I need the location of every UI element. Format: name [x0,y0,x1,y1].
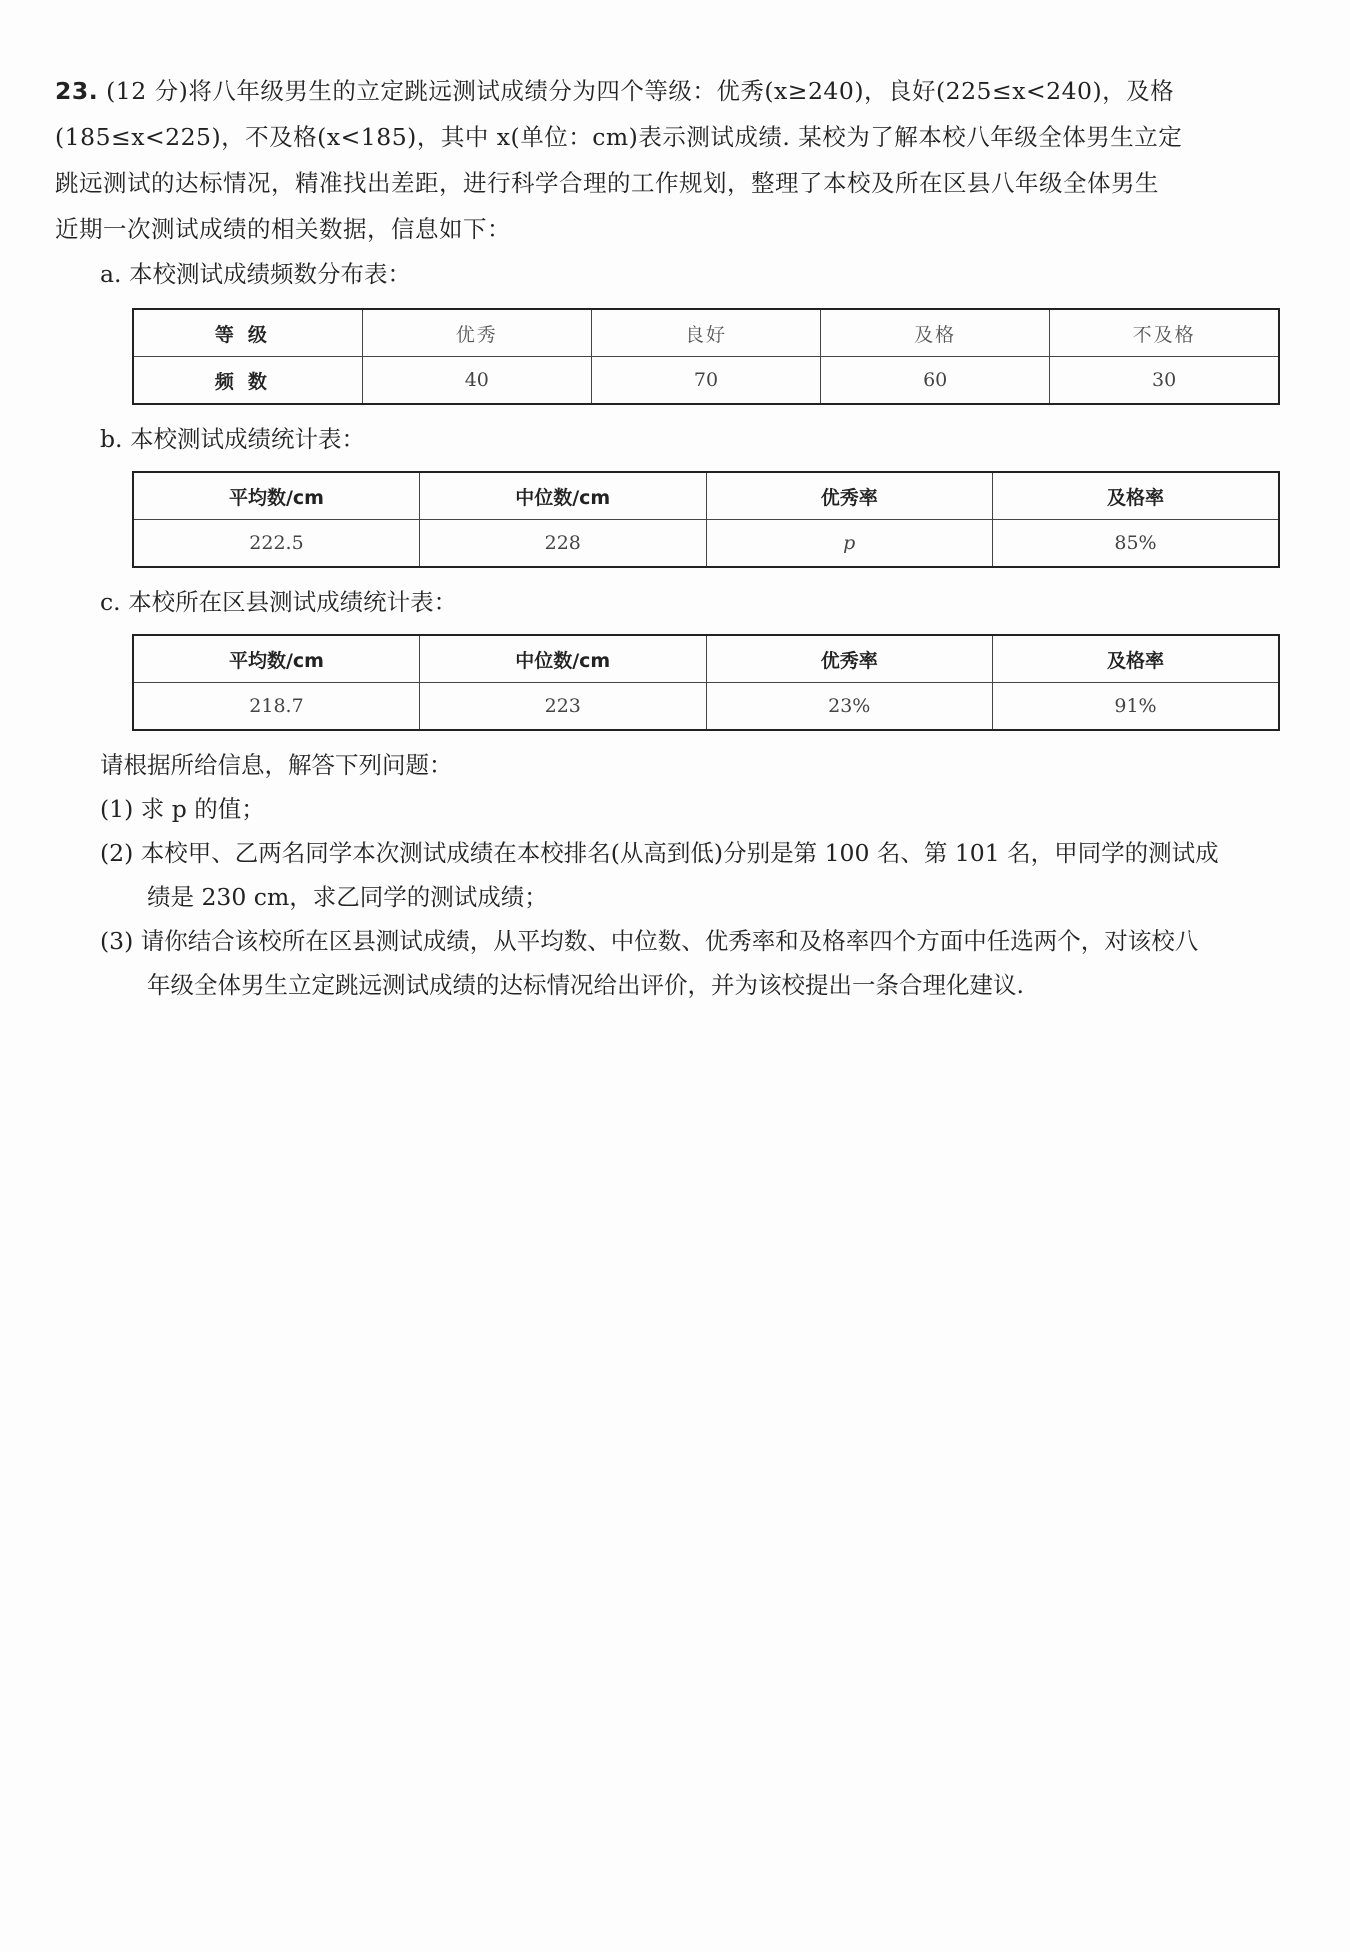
table-header-cell: 及格率 [993,635,1280,683]
stem-line-4: 近期一次测试成绩的相关数据，信息如下： [55,215,511,243]
table-cell: 223 [420,683,707,731]
table-header-row [133,472,1279,520]
school-stats-table [132,471,1280,568]
table-c-label: c. 本校所在区县测试成绩统计表： [100,588,458,616]
table-header-cell: 平均数/cm [133,472,420,520]
table-cell: 60 [821,357,1050,405]
question-23 [55,68,1280,1007]
table-header-cell: 及格率 [993,472,1280,520]
subquestion-2-line-2: 绩是 230 cm，求乙同学的测试成绩； [147,883,548,911]
subquestion-2-line-1: (2) 本校甲、乙两名同学本次测试成绩在本校排名(从高到低)分别是第 100 名、第 101 名，甲同学的测试成 [100,839,1219,867]
table-header-row [133,635,1279,683]
table-row-head-frequency: 频数 [133,357,362,405]
table-row [133,357,1279,405]
table-row-head-grade: 等级 [133,309,362,357]
table-cell: 70 [591,357,820,405]
table-cell: 218.7 [133,683,420,731]
table-b-label: b. 本校测试成绩统计表： [100,425,365,453]
subquestion-3-line-1: (3) 请你结合该校所在区县测试成绩，从平均数、中位数、优秀率和及格率四个方面中任选两个，对该校八 [100,927,1199,955]
table-row [133,309,1279,357]
table-cell: 30 [1050,357,1279,405]
table-cell: p [706,520,993,568]
district-stats-table [132,634,1280,731]
instruction-text: 请根据所给信息，解答下列问题： [100,751,453,779]
table-row [133,520,1279,568]
table-cell: 优秀 [362,309,591,357]
table-cell: 222.5 [133,520,420,568]
table-header-cell: 优秀率 [706,472,993,520]
frequency-table [132,308,1280,405]
stem-line-1 [55,68,1280,114]
table-header-cell: 平均数/cm [133,635,420,683]
subquestion-3-line-2: 年级全体男生立定跳远测试成绩的达标情况给出评价，并为该校提出一条合理化建议. [147,971,1024,999]
stem-line-3: 跳远测试的达标情况，精准找出差距，进行科学合理的工作规划，整理了本校及所在区县八年级全体男生 [55,169,1159,197]
table-cell: 良好 [591,309,820,357]
table-cell: 及格 [821,309,1050,357]
table-cell: 228 [420,520,707,568]
table-cell: 85% [993,520,1280,568]
table-cell: 91% [993,683,1280,731]
table-cell: 23% [706,683,993,731]
question-stem [55,68,1280,252]
stem-text-1: (12 分)将八年级男生的立定跳远测试成绩分为四个等级：优秀(x≥240)，良好(225≤x<240)，及格 [106,77,1175,105]
table-cell: 不及格 [1050,309,1279,357]
table-cell: 40 [362,357,591,405]
table-a-label: a. 本校测试成绩频数分布表： [100,260,411,288]
stem-line-2: (185≤x<225)，不及格(x<185)，其中 x(单位：cm)表示测试成绩. 某校为了解本校八年级全体男生立定 [55,123,1183,151]
question-number: 23. [55,77,99,105]
table-header-cell: 中位数/cm [420,472,707,520]
table-row [133,683,1279,731]
table-header-cell: 优秀率 [706,635,993,683]
subquestion-1: (1) 求 p 的值； [100,795,265,823]
table-header-cell: 中位数/cm [420,635,707,683]
